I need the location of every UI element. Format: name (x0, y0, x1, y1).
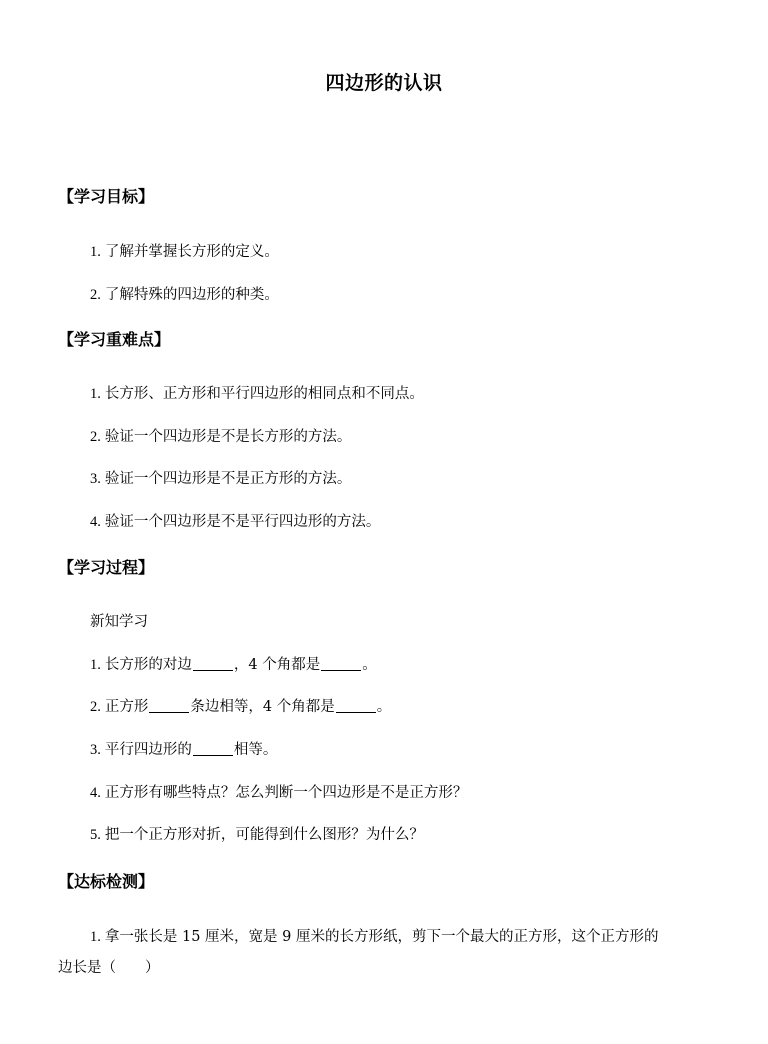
item-number: 3. (90, 742, 101, 758)
item-text: 正方形有哪些特点？怎么判断一个四边形是不是正方形？ (104, 785, 468, 801)
section-heading-goals: 【学习目标】 (58, 187, 155, 206)
goal-item-2 (90, 283, 279, 304)
test-item-1-line-2 (58, 956, 160, 977)
process-item-3 (90, 738, 277, 759)
item-text: 边长是（ ） (58, 960, 160, 976)
process-subheading: 新知学习 (90, 614, 148, 630)
key-point-item-4 (90, 510, 380, 531)
item-text: 了解特殊的四边形的种类。 (104, 287, 279, 303)
item-text: 了解并掌握长方形的定义。 (104, 244, 279, 260)
item-number: 4. (90, 785, 101, 801)
key-point-item-2 (90, 425, 351, 446)
item-number: 2. (90, 429, 101, 445)
item-number: 2. (90, 699, 101, 715)
fill-blank[interactable] (336, 698, 376, 713)
fill-blank[interactable] (193, 741, 233, 756)
process-item-5 (90, 823, 424, 844)
fill-blank[interactable] (193, 656, 233, 671)
section-heading-process: 【学习过程】 (58, 558, 155, 577)
item-text-part: 相等。 (233, 742, 278, 758)
goal-item-1 (90, 240, 279, 261)
item-number: 1. (90, 657, 101, 673)
item-text-part: ，4 个角都是 (233, 657, 321, 673)
item-number: 5. (90, 827, 101, 843)
item-number: 1. (90, 929, 101, 945)
item-text-part: 长方形的对边 (104, 657, 192, 673)
item-text-part: 平行四边形的 (104, 742, 192, 758)
page-title: 四边形的认识 (325, 72, 443, 94)
item-number: 3. (90, 471, 101, 487)
process-item-2 (90, 695, 391, 716)
item-text: 长方形、正方形和平行四边形的相同点和不同点。 (104, 386, 424, 402)
item-text: 把一个正方形对折，可能得到什么图形？为什么？ (104, 827, 424, 843)
item-text-part: 正方形 (104, 699, 149, 715)
test-item-1-line-1 (90, 925, 658, 946)
section-heading-key-points: 【学习重难点】 (58, 330, 171, 349)
item-text-part: 条边相等，4 个角都是 (190, 699, 335, 715)
process-item-1 (90, 653, 377, 674)
fill-blank[interactable] (321, 656, 361, 671)
item-number: 4. (90, 514, 101, 530)
item-number: 1. (90, 244, 101, 260)
fill-blank[interactable] (149, 698, 189, 713)
process-item-4 (90, 781, 467, 802)
item-number: 2. (90, 287, 101, 303)
item-text-part: 。 (362, 657, 377, 673)
item-text: 拿一张长是 15 厘米，宽是 9 厘米的长方形纸，剪下一个最大的正方形，这个正方形的 (104, 929, 659, 945)
item-text: 验证一个四边形是不是平行四边形的方法。 (104, 514, 381, 530)
item-number: 1. (90, 386, 101, 402)
section-heading-test: 【达标检测】 (58, 872, 155, 891)
item-text: 验证一个四边形是不是正方形的方法。 (104, 471, 352, 487)
item-text-part: 。 (376, 699, 392, 715)
key-point-item-3 (90, 467, 351, 488)
item-text: 验证一个四边形是不是长方形的方法。 (104, 429, 352, 445)
key-point-item-1 (90, 382, 424, 403)
